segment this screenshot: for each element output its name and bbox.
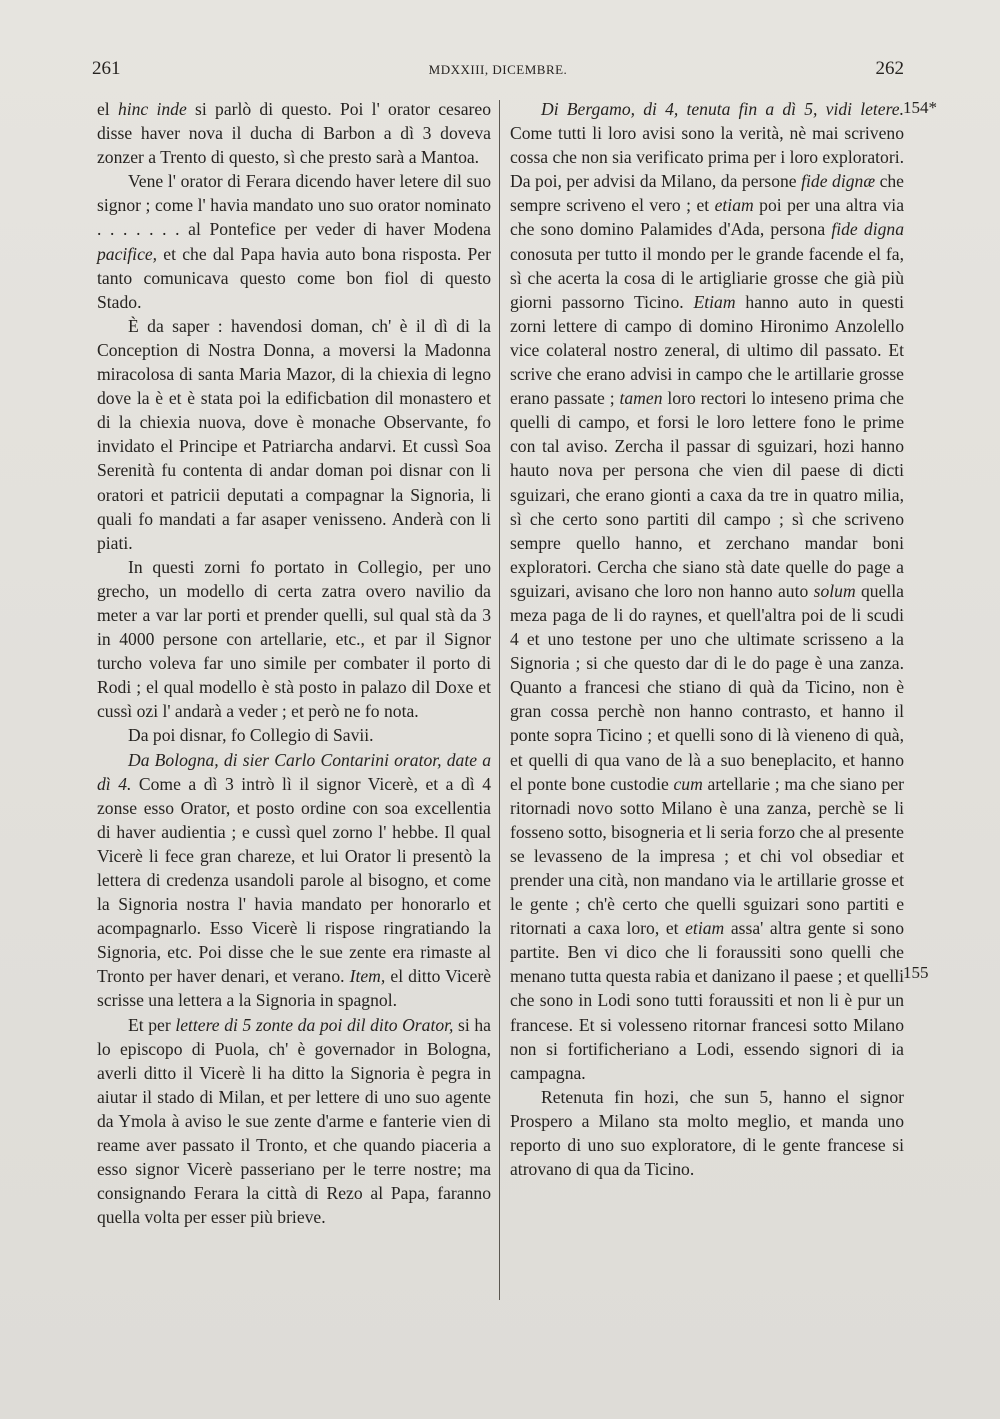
paragraph: In questi zorni fo portato in Collegio, per uno grecho, un modello di certa zatra overo navilio da meter a var lar porti et prender quelli, sul qual stà da 3 in 4000 persone con artellarie, etc., et par il Signor turcho voleva far uno simile per combater il porto di Rodi ; el qual modello è stà posto in palazo dil Doxe et cussì ozi l' andarà a veder ; et però ne fo nota.: [97, 556, 491, 722]
italic-text: Di Bergamo, di 4, tenuta fin a dì 5, vidi letere.: [541, 99, 904, 119]
italic-text: tamen: [619, 388, 663, 409]
paragraph: È da saper : havendosi doman, ch' è il dì di la Conception di Nostra Donna, a moversi la Madonna miracolosa di santa Maria Mazor, di la chiexia di legno dove la è et è stata poi la edificbation dil monastero et di la chiexia nuova, dove è monache Observante, fo invidato el Principe et Patriarcha andarvi. Et cussì Soa Serenità fu contenta di andar doman poi disnar con li oratori et patricii deputati a compagnar la Signoria, li quali fo mandati a far asaper venisseno. Anderà con li piati.: [97, 315, 491, 553]
italic-text: cum: [673, 773, 703, 794]
left-column: [97, 97, 491, 1229]
paragraph: [97, 748, 491, 1013]
italic-text: lettere di 5 zonte da poi dil dito Orator,: [175, 1014, 454, 1035]
text-run: si ha lo episcopo di Puola, ch' è governador in Bologna, averli ditto il Vicerè li ha ditto la Signoria è pegra in aiutar il stado di Milan, et per lettere di uno suo agente da Ymola à aviso le sue zente d'arme e fanterie vien di reame aver passato il Tronto, et che quando piaceria a esso signor Vicerè passeriano per le terre nostre; ma consignando Ferara la città di Rezo al Papa, faranno quella volta per esser più brieve.: [97, 1014, 491, 1228]
italic-text: fide digna: [831, 219, 905, 240]
italic-text: Etiam: [693, 291, 736, 312]
paragraph: [97, 1013, 491, 1230]
margin-number: 154*: [903, 98, 937, 117]
text-run: el: [97, 99, 118, 119]
running-head: [92, 58, 904, 88]
italic-text: Da Bologna, di sier Carlo Contarini orator, date a dì 4.: [97, 749, 491, 794]
right-page-number: 262: [875, 58, 904, 79]
italic-text: etiam: [685, 918, 725, 939]
text-run: hanno auto in questi zorni lettere di campo di domino Hironimo Anzolello vice colateral nostro zeneral, di ultimo dil passato. Et scrive che erano advisi in campo che le artillarie grosse erano passate ;: [510, 291, 904, 409]
left-page-number: 261: [92, 58, 121, 79]
paragraph: Da poi disnar, fo Collegio di Savii.: [128, 725, 374, 746]
right-column: [510, 97, 904, 1181]
italic-text: etiam: [714, 195, 754, 216]
column-divider: [499, 100, 500, 1300]
italic-text: pacifice,: [97, 243, 158, 264]
text-run: quella meza paga de li do raynes, et quell'altra poi de li scudi 4 et uno testone per uno che ultimate scrisseno a la Signoria ; si che questo dar di le do page è una zanza. Quanto a francesi che stiano di quà da Ticino, non è gran cossa perchè non hanno contrasto, et hanno il ponte sopra Ticino ; et quelli sono di là vieneno di quà, et quelli di qua vano de là a suo beneplacito, et hanno el ponte bone custodie: [510, 580, 904, 794]
text-run: assa' altra gente si sono partite. Ben vi dico che li foraussiti sono quelli che menano tutta questa rabia et danizano il paese ; et quelli che sono in Lodi sono tutti foraussiti et non li è pur un francese. Et si volesseno ritornar francesi sotto Milano non si fortificheriano a Lodi, essendo signori di ia campagna.: [510, 918, 904, 1083]
text-run: che sempre scriveno el vero ; et: [510, 171, 904, 216]
italic-text: hinc inde: [117, 99, 187, 119]
paragraph: [97, 169, 491, 314]
text-run: Come tutti li loro avisi sono la verità, nè mai scriveno cossa che non sia verificato prima per i loro exploratori. Da poi, per advisi da Milano, da persone: [510, 123, 904, 192]
italic-text: Item,: [349, 966, 386, 987]
paragraph: [510, 97, 904, 1085]
text-run: Vene l' orator di Ferara dicendo haver letere dil suo signor ; come l' havia mandato uno suo orator nominato . . . . . . . al Pontefice per veder di haver Modena: [97, 171, 491, 240]
italic-text: fide dignæ: [801, 171, 876, 192]
text-run: si parlò di questo. Poi l' orator cesareo disse haver nova il ducha di Barbon a dì 3 doveva zonzer a Trento di questo, sì che presto sarà a Mantoa.: [97, 99, 491, 168]
text-run: et che dal Papa havia auto bona risposta. Per tanto comunicava questo come bon fiol di questo Stado.: [97, 243, 491, 312]
text-run: Come a dì 3 intrò lì il signor Vicerè, et a dì 4 zonse esso Orator, et posto ordine con soa excellentia di haver audientia ; e cussì quel zorno l' hebbe. Il qual Vicerè li fece gran chareze, et lui Orator li presentò la lettera di credenza usandoli parole al bisogno, et come la Signoria nostra l' havia mandato per honorarlo et acompagnarlo. Esso Vicerè li rispose ringratiando la Signoria, etc. Poi disse che le sue zente era rimaste al Tronto per haver denari, et verano.: [97, 773, 491, 987]
paragraph: [97, 97, 491, 169]
text-run: Et per: [128, 1014, 176, 1035]
running-title: MDXXIII, DICEMBRE.: [428, 62, 568, 77]
text-run: artellarie ; ma che siano per ritornadi novo sotto Milano è una zanza, perchè se li fosseno sotto, bisogneria et li seria forzo che al presente se levasseno de la impresa ; et chi vol obsediar et prender una cità, non mandano via le artillarie grosse et le gente ; ch'è certo che quelli sguizari sono partiti e ritornati a caxa loro, et: [510, 773, 904, 939]
margin-number: 155: [903, 963, 929, 982]
text-run: conosuta per tutto il mondo per le grande facende el fa, sì che acerta la cosa di le artigliarie grosse che già più giorni passorno Ticino.: [510, 243, 904, 312]
paragraph: Retenuta fin hozi, che sun 5, hanno el signor Prospero a Milano sta molto meglio, et manda uno reporto di uno suo exploratore, di le gente francese si atrovano di qua da Ticino.: [510, 1086, 904, 1180]
italic-text: solum: [813, 580, 856, 601]
text-run: poi per una altra via che sono domino Palamides d'Ada, persona: [510, 195, 905, 240]
text-run: el ditto Vicerè scrisse una lettera a la Signoria in spagnol.: [97, 966, 492, 1011]
text-run: loro rectori lo inteseno prima che quelli di campo, et forsi le loro lettere fono le prime con tal aviso. Zercha il passar di sguizari, hozi hanno hauto nova per persona che vien dil paese di dicti sguizari, che erano gionti a caxa da tre in quatro milia, sì che certo sono partiti dil campo ; sì che scriveno sempre quello hanno, et zerchano mandar boni exploratori. Cercha che siano stà date quelle do page a sguizari, avisano che loro non hanno auto: [510, 388, 904, 601]
